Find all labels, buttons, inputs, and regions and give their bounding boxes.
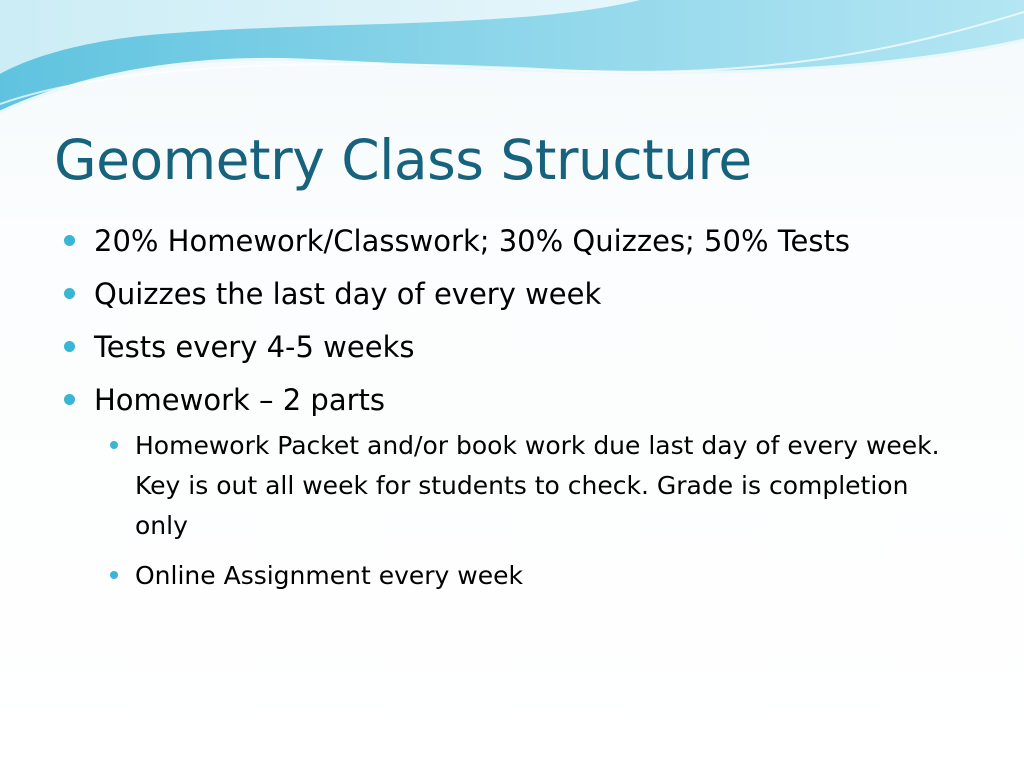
bullet-dot-icon [64,394,75,405]
sub-bullet-item [60,426,955,546]
sub-bullet-dot-icon [110,441,118,449]
sub-bullet-dot-icon [110,571,118,579]
bullet-dot-icon [64,341,75,352]
bullet-dot-icon [64,288,75,299]
sub-bullet-item [60,556,955,596]
slide-title: Geometry Class Structure [54,128,752,192]
sub-bullet-text: Online Assignment every week [135,561,523,590]
bullet-text: Homework – 2 parts [94,383,386,417]
bullet-item [60,326,894,369]
sub-bullet-text: Homework Packet and/or book work due last day of every week. Key is out all week for students to check. Grade is completion only [135,431,940,540]
sub-bullet-list [60,426,960,596]
bullet-dot-icon [64,235,75,246]
header-wave-decoration [0,0,1024,130]
bullet-text: Tests every 4-5 weeks [94,330,415,364]
bullet-item [60,273,894,316]
bullet-text: Quizzes the last day of every week [94,277,602,311]
bullet-item [60,220,894,263]
bullet-item [60,379,894,422]
slide-content [60,220,960,606]
bullet-text: 20% Homework/Classwork; 30% Quizzes; 50% Tests [94,224,850,258]
